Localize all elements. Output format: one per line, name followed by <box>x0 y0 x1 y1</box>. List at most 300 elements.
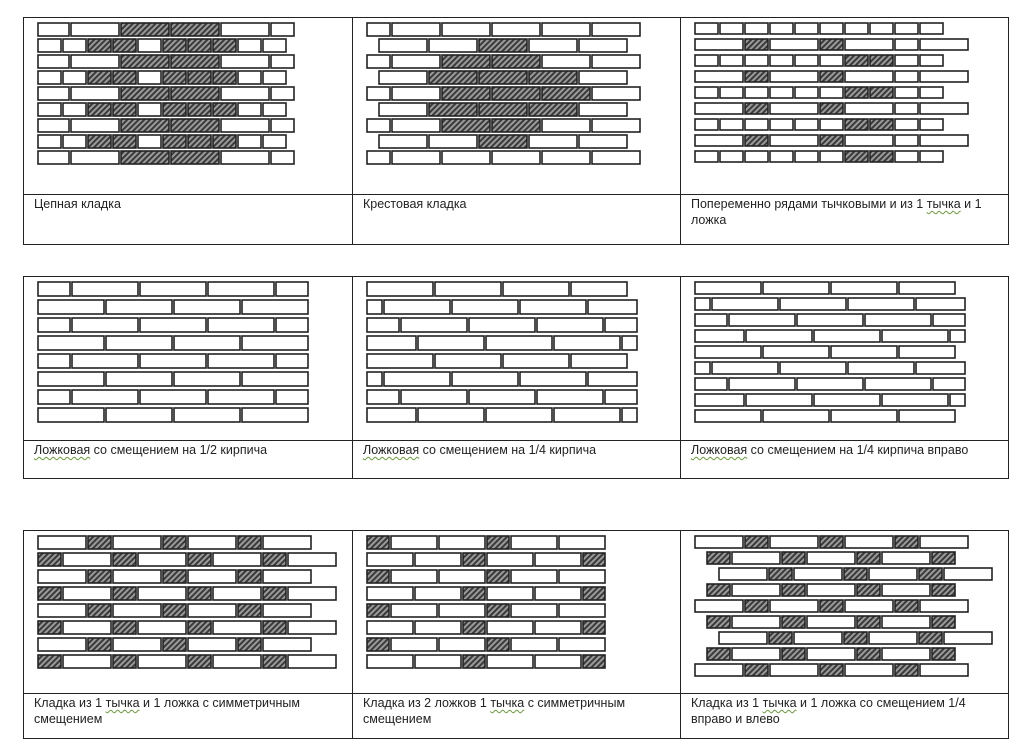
brick-hatched <box>932 648 955 660</box>
brick <box>542 55 590 68</box>
brick-hatched <box>820 39 843 50</box>
brick <box>367 408 416 422</box>
brick <box>820 119 843 130</box>
brick <box>729 378 795 390</box>
brick-hatched <box>171 55 219 68</box>
brick <box>579 39 627 52</box>
brick <box>221 151 269 164</box>
caption <box>352 441 680 478</box>
brick <box>920 600 968 612</box>
brick-hatched <box>121 87 169 100</box>
brick <box>895 103 918 114</box>
brick-hatched <box>38 655 61 668</box>
brick-hatched <box>163 71 186 84</box>
brick-hatched <box>820 71 843 82</box>
brick-hatched <box>463 655 485 668</box>
brick <box>920 664 968 676</box>
brick-hatched <box>113 103 136 116</box>
caption-text: со смещением на 1/4 кирпича <box>419 443 597 457</box>
diagram-chain-bond <box>24 18 352 194</box>
brick-hatched <box>163 39 186 52</box>
brick-hatched <box>188 587 211 600</box>
brick <box>920 87 943 98</box>
brick <box>288 655 336 668</box>
brick <box>38 55 69 68</box>
brick <box>429 39 477 52</box>
brick-hatched <box>844 568 867 580</box>
brick-hatched <box>745 71 768 82</box>
brick <box>916 362 965 374</box>
brick <box>263 135 286 148</box>
brick <box>38 638 86 651</box>
brick-hatched <box>769 632 792 644</box>
caption <box>24 694 352 738</box>
brick <box>213 553 261 566</box>
brick-hatched <box>583 621 605 634</box>
brick <box>418 336 484 350</box>
brick <box>592 119 640 132</box>
brick-hatched <box>583 655 605 668</box>
brick <box>71 87 119 100</box>
brick-hatched <box>163 103 186 116</box>
brick <box>869 632 917 644</box>
brick <box>38 536 86 549</box>
brick <box>895 23 918 34</box>
brick <box>845 536 893 548</box>
brick-hatched <box>213 39 236 52</box>
brick <box>38 119 69 132</box>
brick <box>138 655 186 668</box>
brick-hatched <box>769 568 792 580</box>
brick <box>238 71 261 84</box>
brick <box>845 71 893 82</box>
brick-hatched <box>88 39 111 52</box>
brick <box>770 135 818 146</box>
brick <box>745 23 768 34</box>
brick <box>242 336 308 350</box>
brick <box>188 604 236 617</box>
brick <box>537 390 603 404</box>
brick <box>780 298 846 310</box>
brick <box>745 55 768 66</box>
brick-hatched <box>113 135 136 148</box>
brick <box>113 604 161 617</box>
diagram-header-stretcher-quarter-lr <box>680 531 1008 693</box>
brick <box>795 87 818 98</box>
brick <box>695 282 761 294</box>
brick <box>916 298 965 310</box>
brick <box>140 390 206 404</box>
caption-text: Кладка из 1 <box>691 696 763 710</box>
brick <box>486 336 552 350</box>
brick-hatched <box>113 71 136 84</box>
brick <box>882 648 930 660</box>
brick <box>899 282 955 294</box>
brick <box>263 638 311 651</box>
brick <box>933 378 965 390</box>
brick <box>379 71 427 84</box>
brick <box>271 23 294 36</box>
brick <box>920 119 943 130</box>
brick-hatched <box>745 536 768 548</box>
brick <box>780 362 846 374</box>
brick <box>770 119 793 130</box>
brick-hatched <box>820 664 843 676</box>
brick-hatched <box>845 87 868 98</box>
brick <box>213 621 261 634</box>
brick <box>38 135 61 148</box>
brick <box>271 151 294 164</box>
brick <box>719 632 767 644</box>
caption-word-spellcheck: Ложковая <box>363 443 420 457</box>
brick <box>807 552 855 564</box>
brick <box>38 354 70 368</box>
brick <box>746 394 812 406</box>
caption-text: Кладка из 2 ложков 1 <box>363 696 491 710</box>
brick <box>770 600 818 612</box>
brick <box>807 616 855 628</box>
brick <box>213 587 261 600</box>
brick-hatched <box>820 536 843 548</box>
brick <box>391 604 437 617</box>
brick <box>72 390 138 404</box>
brick <box>920 536 968 548</box>
brick <box>367 655 413 668</box>
brick <box>795 119 818 130</box>
brick <box>72 282 138 296</box>
brick <box>746 330 812 342</box>
brick-hatched <box>919 568 942 580</box>
brick-hatched <box>88 570 111 583</box>
brick <box>542 23 590 36</box>
caption-word-spellcheck: тычка <box>105 696 140 710</box>
brick <box>188 638 236 651</box>
brick <box>920 71 968 82</box>
brick <box>72 318 138 332</box>
brick-hatched <box>932 552 955 564</box>
masonry-table-3 <box>23 530 1009 739</box>
brick <box>439 638 485 651</box>
brick <box>415 587 461 600</box>
brick <box>920 55 943 66</box>
brick-hatched <box>820 103 843 114</box>
diagram-alternating-bond <box>680 18 1008 194</box>
brick-hatched <box>857 616 880 628</box>
brick <box>367 621 413 634</box>
brick <box>263 103 286 116</box>
brick <box>695 600 743 612</box>
brick <box>511 570 557 583</box>
brick <box>882 616 930 628</box>
brick <box>588 372 637 386</box>
brick <box>138 39 161 52</box>
brick <box>770 23 793 34</box>
wall-header-stretcher-quarter-lr <box>681 531 1009 693</box>
brick-hatched <box>463 621 485 634</box>
brick <box>865 314 931 326</box>
brick <box>695 298 710 310</box>
brick <box>763 282 829 294</box>
diagram-stretcher-quarter <box>352 277 680 440</box>
brick <box>271 87 294 100</box>
brick-hatched <box>442 87 490 100</box>
wall-alternating-bond <box>681 18 1009 194</box>
caption-text: Попеременно рядами тычковыми и из 1 <box>691 197 927 211</box>
brick <box>571 354 627 368</box>
brick <box>592 151 640 164</box>
brick <box>592 55 640 68</box>
diagram-two-stretcher-header <box>352 531 680 693</box>
brick <box>845 600 893 612</box>
brick <box>695 87 718 98</box>
brick-hatched <box>844 632 867 644</box>
brick-hatched <box>213 135 236 148</box>
brick <box>38 87 69 100</box>
brick-hatched <box>542 87 590 100</box>
brick-hatched <box>895 600 918 612</box>
caption-text: с симметричным смещением <box>363 696 626 726</box>
brick <box>559 604 605 617</box>
brick <box>895 55 918 66</box>
caption-text: Кладка из 1 <box>34 696 106 710</box>
brick <box>439 570 485 583</box>
brick <box>920 135 968 146</box>
brick-hatched <box>820 135 843 146</box>
brick <box>276 282 308 296</box>
brick <box>174 372 240 386</box>
brick <box>695 55 718 66</box>
brick-hatched <box>707 584 730 596</box>
diagram-stretcher-half <box>24 277 352 440</box>
brick <box>763 346 829 358</box>
brick <box>63 71 86 84</box>
brick <box>38 151 69 164</box>
brick <box>263 39 286 52</box>
brick-hatched <box>857 648 880 660</box>
brick-hatched <box>870 55 893 66</box>
brick <box>763 410 829 422</box>
brick-hatched <box>932 616 955 628</box>
brick <box>559 570 605 583</box>
brick-hatched <box>113 587 136 600</box>
brick-hatched <box>188 135 211 148</box>
brick <box>559 536 605 549</box>
brick <box>367 553 413 566</box>
brick-hatched <box>88 103 111 116</box>
brick <box>535 655 581 668</box>
brick <box>38 372 104 386</box>
brick-hatched <box>171 151 219 164</box>
brick-hatched <box>113 655 136 668</box>
brick <box>695 23 718 34</box>
brick <box>392 87 440 100</box>
brick <box>520 300 586 314</box>
brick-hatched <box>367 536 389 549</box>
brick-hatched <box>238 536 261 549</box>
brick <box>106 372 172 386</box>
brick-hatched <box>188 39 211 52</box>
brick <box>238 135 261 148</box>
brick <box>920 151 943 162</box>
brick <box>920 39 968 50</box>
brick <box>720 87 743 98</box>
brick <box>221 55 269 68</box>
caption-word-spellcheck: Ложковая <box>691 443 748 457</box>
brick <box>845 39 893 50</box>
brick <box>63 135 86 148</box>
brick <box>487 553 533 566</box>
brick-hatched <box>113 39 136 52</box>
brick <box>695 71 743 82</box>
brick-hatched <box>238 604 261 617</box>
brick-hatched <box>492 119 540 132</box>
brick <box>38 604 86 617</box>
brick <box>38 390 70 404</box>
brick <box>605 318 637 332</box>
brick-hatched <box>121 55 169 68</box>
brick <box>579 135 627 148</box>
brick-hatched <box>845 151 868 162</box>
brick <box>486 408 552 422</box>
brick <box>288 621 336 634</box>
caption-word-spellcheck: тычка <box>762 696 797 710</box>
brick <box>592 87 640 100</box>
brick <box>379 135 427 148</box>
brick-hatched <box>121 151 169 164</box>
brick-hatched <box>782 552 805 564</box>
brick <box>529 39 577 52</box>
brick <box>920 23 943 34</box>
caption <box>680 195 1008 244</box>
brick-hatched <box>707 552 730 564</box>
brick-hatched <box>238 570 261 583</box>
brick <box>174 300 240 314</box>
caption <box>680 694 1008 738</box>
brick <box>848 362 914 374</box>
brick <box>38 23 69 36</box>
brick <box>63 655 111 668</box>
brick-hatched <box>919 632 942 644</box>
brick <box>605 390 637 404</box>
brick <box>895 119 918 130</box>
brick <box>113 536 161 549</box>
brick <box>950 330 965 342</box>
brick-hatched <box>88 135 111 148</box>
brick <box>238 39 261 52</box>
brick <box>720 55 743 66</box>
brick <box>242 300 308 314</box>
brick <box>188 570 236 583</box>
brick <box>895 87 918 98</box>
brick <box>367 390 399 404</box>
brick <box>38 282 70 296</box>
brick-hatched <box>707 648 730 660</box>
brick <box>208 282 274 296</box>
brick-hatched <box>745 39 768 50</box>
brick <box>415 621 461 634</box>
brick <box>63 103 86 116</box>
brick <box>770 103 818 114</box>
brick-hatched <box>38 553 61 566</box>
caption-text: Крестовая кладка <box>363 197 467 211</box>
brick <box>535 621 581 634</box>
brick-hatched <box>263 587 286 600</box>
brick <box>719 568 767 580</box>
brick <box>415 655 461 668</box>
brick <box>933 314 965 326</box>
brick <box>712 298 778 310</box>
brick-hatched <box>121 119 169 132</box>
brick <box>712 362 778 374</box>
brick <box>695 330 744 342</box>
caption-word-spellcheck: Ложковая <box>34 443 91 457</box>
brick-hatched <box>163 135 186 148</box>
brick-hatched <box>583 587 605 600</box>
brick <box>208 354 274 368</box>
brick <box>439 604 485 617</box>
brick <box>379 39 427 52</box>
brick <box>695 151 718 162</box>
brick <box>695 410 761 422</box>
brick <box>38 39 61 52</box>
brick <box>442 151 490 164</box>
brick-hatched <box>88 536 111 549</box>
brick <box>520 372 586 386</box>
brick <box>695 119 718 130</box>
brick <box>820 87 843 98</box>
brick <box>814 394 880 406</box>
brick <box>537 318 603 332</box>
brick-hatched <box>367 604 389 617</box>
brick <box>63 587 111 600</box>
brick <box>238 103 261 116</box>
brick-hatched <box>745 600 768 612</box>
brick-hatched <box>163 536 186 549</box>
brick <box>831 346 897 358</box>
brick <box>732 616 780 628</box>
brick <box>535 553 581 566</box>
brick-hatched <box>429 71 477 84</box>
brick <box>729 314 795 326</box>
brick-hatched <box>479 71 527 84</box>
brick <box>213 655 261 668</box>
brick <box>695 346 761 358</box>
brick <box>71 23 119 36</box>
brick <box>392 119 440 132</box>
brick <box>944 568 992 580</box>
brick <box>487 621 533 634</box>
brick <box>367 318 399 332</box>
brick <box>695 103 743 114</box>
brick <box>418 408 484 422</box>
brick-hatched <box>367 638 389 651</box>
brick <box>140 354 206 368</box>
brick <box>384 300 450 314</box>
brick-hatched <box>487 604 509 617</box>
brick <box>795 55 818 66</box>
brick-hatched <box>171 119 219 132</box>
brick <box>807 584 855 596</box>
brick <box>140 318 206 332</box>
brick <box>831 410 897 422</box>
brick-hatched <box>442 55 490 68</box>
brick <box>367 282 433 296</box>
brick <box>367 354 433 368</box>
brick <box>542 151 590 164</box>
brick <box>554 408 620 422</box>
brick <box>38 408 104 422</box>
brick-hatched <box>213 71 236 84</box>
